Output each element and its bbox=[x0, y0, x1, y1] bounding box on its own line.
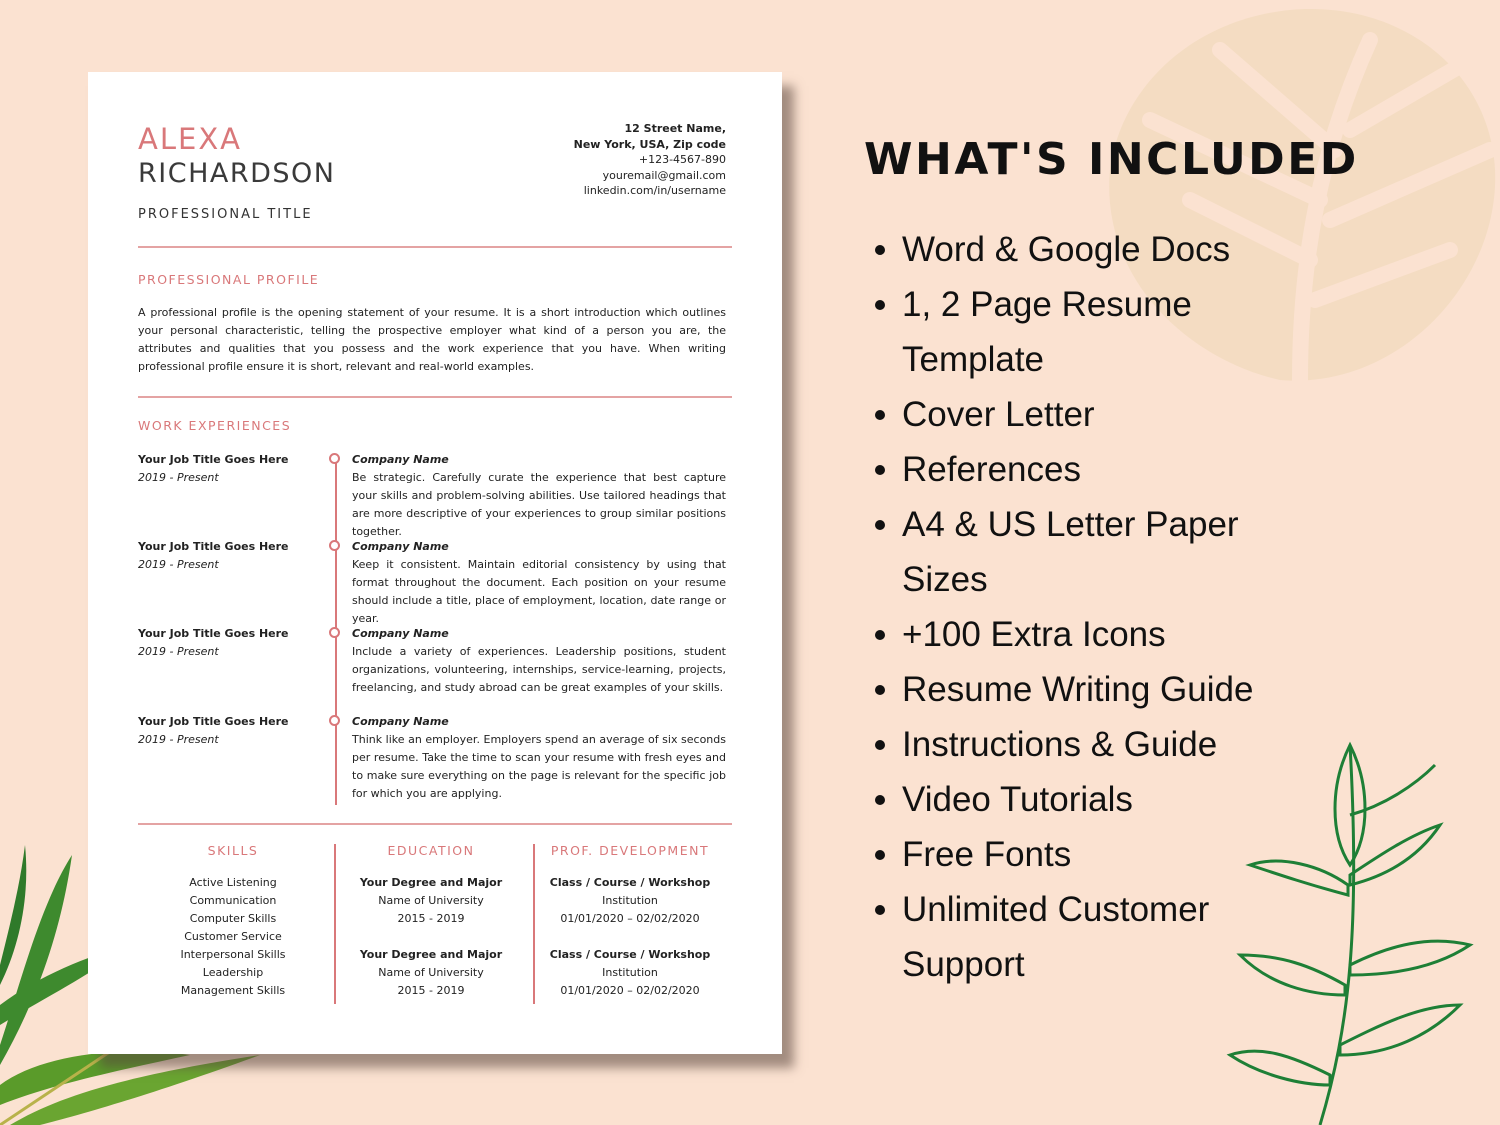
included-item: Instructions & Guide bbox=[875, 717, 1295, 772]
included-item: References bbox=[875, 442, 1295, 497]
education-degree: Your Degree and Major bbox=[359, 948, 503, 961]
work-heading: WORK EXPERIENCES bbox=[138, 418, 292, 433]
timeline-dot-icon bbox=[329, 540, 340, 551]
resume-page bbox=[88, 72, 782, 1054]
job-title: Your Job Title Goes Here bbox=[138, 627, 289, 640]
profile-text: A professional profile is the opening statement of your resume. It is a short introduction which outlines your personal characteristic, telling the prospective employer what kind of a person you are, the attributes and qualities that you possess and the work experience that you have. When writing professional profile ensure it is short, relevant and real-world examples. bbox=[138, 306, 726, 373]
education-column bbox=[338, 842, 524, 1000]
development-heading: PROF. DEVELOPMENT bbox=[550, 843, 710, 858]
skills-column bbox=[138, 842, 328, 1000]
divider bbox=[138, 823, 732, 825]
education-heading: EDUCATION bbox=[387, 843, 475, 858]
development-course: Class / Course / Workshop bbox=[549, 876, 711, 889]
included-item: +100 Extra Icons bbox=[875, 607, 1295, 662]
divider bbox=[138, 246, 732, 248]
education-degree: Your Degree and Major bbox=[359, 876, 503, 889]
job-title: Your Job Title Goes Here bbox=[138, 540, 289, 553]
included-item: Free Fonts bbox=[875, 827, 1295, 882]
contact-email: youremail@gmail.com bbox=[602, 168, 726, 182]
skill-item: Customer Service bbox=[184, 930, 282, 943]
job-company: Company Name bbox=[352, 627, 449, 640]
job-dates: 2019 - Present bbox=[138, 558, 219, 571]
included-list bbox=[875, 222, 1295, 992]
included-item: Word & Google Docs bbox=[875, 222, 1295, 277]
resume-professional-title: PROFESSIONAL TITLE bbox=[138, 207, 313, 222]
job-title: Your Job Title Goes Here bbox=[138, 715, 289, 728]
timeline-dot-icon bbox=[329, 627, 340, 638]
timeline-dot-icon bbox=[329, 453, 340, 464]
contact-linkedin: linkedin.com/in/username bbox=[583, 184, 726, 197]
column-divider bbox=[533, 844, 535, 1004]
included-item: 1, 2 Page Resume Template bbox=[875, 277, 1295, 387]
education-school: Name of University bbox=[378, 894, 484, 907]
development-institution: Institution bbox=[602, 966, 658, 979]
skills-heading: SKILLS bbox=[207, 843, 259, 858]
skill-item: Interpersonal Skills bbox=[180, 948, 286, 961]
job-description: Include a variety of experiences. Leadership positions, student organizations, volunteering, internships, service-learning, projects, freelancing, and study abroad can be great examples of your skills. bbox=[352, 645, 726, 694]
job-dates: 2019 - Present bbox=[138, 645, 219, 658]
included-item: Unlimited Customer Support bbox=[875, 882, 1295, 992]
resume-last-name: RICHARDSON bbox=[138, 158, 336, 189]
job-title: Your Job Title Goes Here bbox=[138, 453, 289, 466]
job-dates: 2019 - Present bbox=[138, 471, 219, 484]
skill-item: Active Listening bbox=[189, 876, 277, 889]
timeline-dot-icon bbox=[329, 715, 340, 726]
education-years: 2015 - 2019 bbox=[397, 984, 465, 997]
included-item: Resume Writing Guide bbox=[875, 662, 1295, 717]
included-item: A4 & US Letter Paper Sizes bbox=[875, 497, 1295, 607]
included-title: WHAT'S INCLUDED bbox=[864, 134, 1359, 185]
resume-first-name: ALEXA bbox=[138, 122, 243, 156]
job-company: Company Name bbox=[352, 540, 449, 553]
job-company: Company Name bbox=[352, 453, 449, 466]
skill-item: Communication bbox=[189, 894, 277, 907]
skill-item: Computer Skills bbox=[189, 912, 277, 925]
education-years: 2015 - 2019 bbox=[397, 912, 465, 925]
profile-heading: PROFESSIONAL PROFILE bbox=[138, 272, 320, 287]
skill-item: Leadership bbox=[202, 966, 264, 979]
development-dates: 01/01/2020 – 02/02/2020 bbox=[560, 984, 700, 997]
contact-city: New York, USA, Zip code bbox=[573, 137, 726, 151]
job-description: Keep it consistent. Maintain editorial consistency by using that format throughout the document. Each position on your resume should include a title, place of employment, location, date range or year. bbox=[352, 558, 726, 625]
job-description: Think like an employer. Employers spend an average of six seconds per resume. Take the time to scan your resume with fresh eyes and to make sure everything on the page is relevant for the specific job for which you are applying. bbox=[352, 733, 726, 800]
job-description: Be strategic. Carefully curate the experience that best capture your skills and problem-solving abilities. Use tailored headings that are more descriptive of your experiences to group similar positions together. bbox=[352, 471, 726, 538]
resume-contact bbox=[574, 121, 726, 199]
job-dates: 2019 - Present bbox=[138, 733, 219, 746]
included-item: Cover Letter bbox=[875, 387, 1295, 442]
skill-item: Management Skills bbox=[180, 984, 286, 997]
job-company: Company Name bbox=[352, 715, 449, 728]
included-item: Video Tutorials bbox=[875, 772, 1295, 827]
column-divider bbox=[334, 844, 336, 1004]
development-dates: 01/01/2020 – 02/02/2020 bbox=[560, 912, 700, 925]
contact-phone: +123-4567-890 bbox=[638, 153, 726, 166]
development-course: Class / Course / Workshop bbox=[549, 948, 711, 961]
education-school: Name of University bbox=[378, 966, 484, 979]
development-column bbox=[537, 842, 723, 1000]
development-institution: Institution bbox=[602, 894, 658, 907]
divider bbox=[138, 396, 732, 398]
contact-street: 12 Street Name, bbox=[624, 122, 726, 135]
